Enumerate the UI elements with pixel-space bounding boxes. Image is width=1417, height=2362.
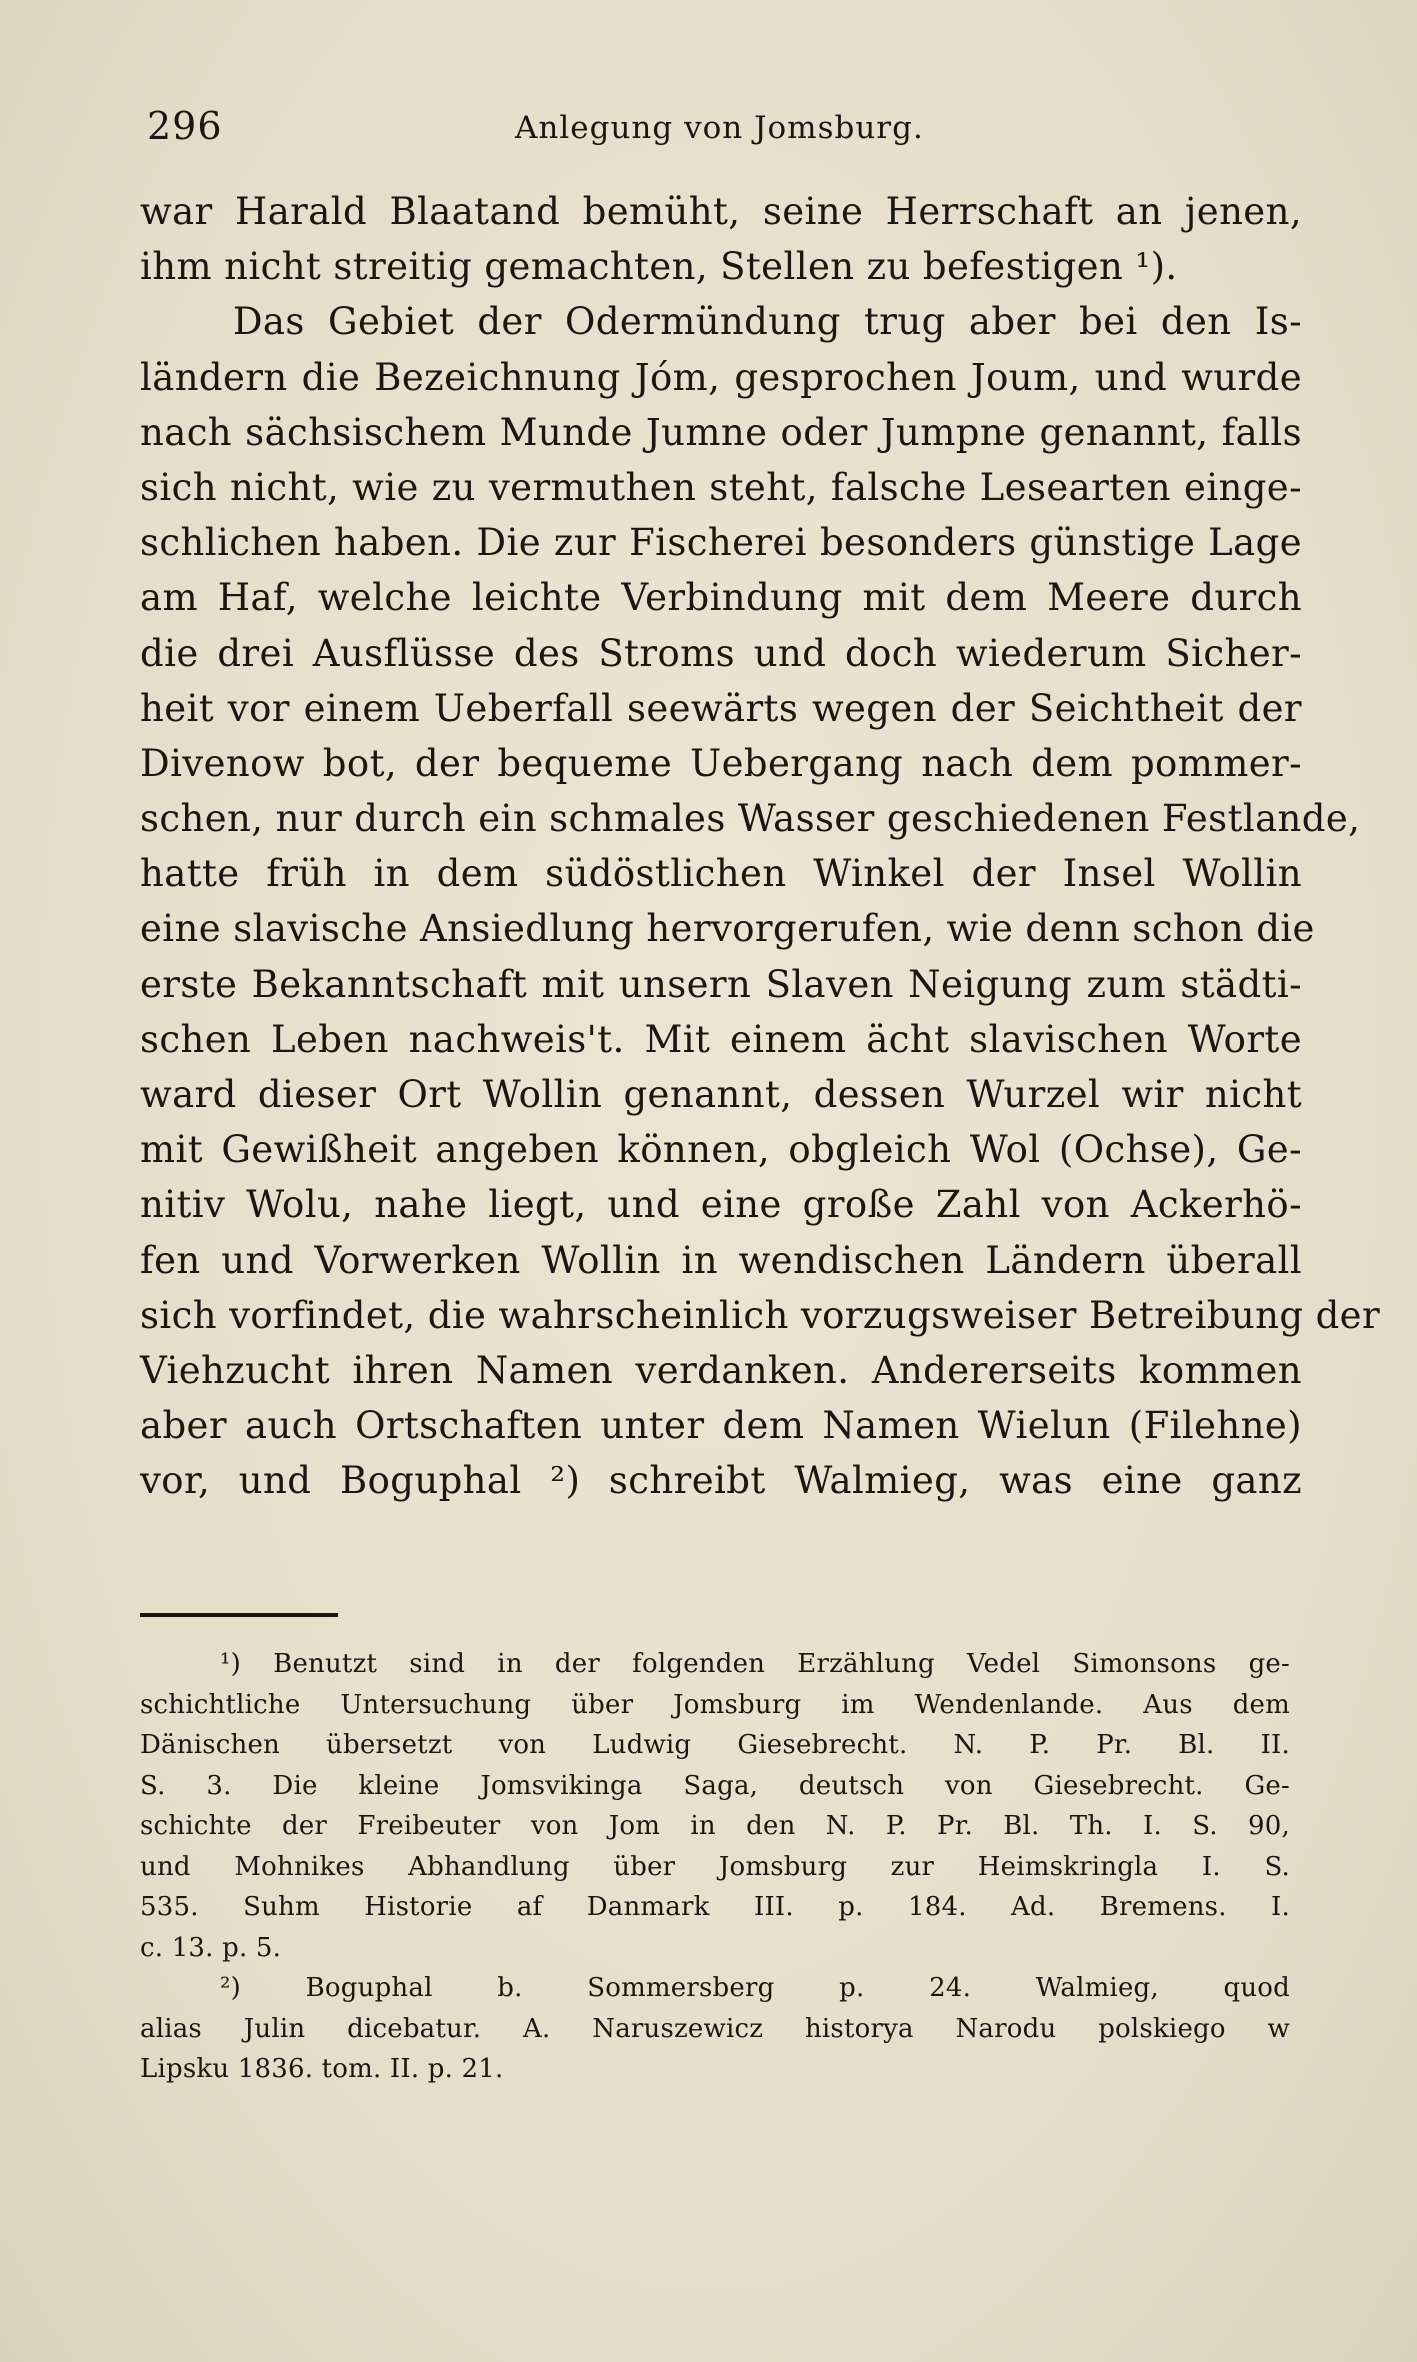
body-line: schlichen haben. Die zur Fischerei besonders günstige Lage [140,521,1302,565]
footnote-line: schichtliche Untersuchung über Jomsburg im Wendenlande. Aus dem [140,1689,1290,1720]
body-line: vor, und Boguphal ²) schreibt Walmieg, was eine ganz [140,1459,1302,1503]
footnote-line: Dänischen übersetzt von Ludwig Giesebrecht. N. P. Pr. Bl. II. [140,1730,1290,1760]
body-line: die drei Ausflüsse des Stroms und doch wiederum Sicher- [140,631,1302,675]
footnote-line: Lipsku 1836. tom. II. p. 21. [140,2054,504,2084]
body-text [140,184,1381,1509]
footnote-line: S. 3. Die kleine Jomsvikinga Saga, deutsch von Giesebrecht. Ge- [140,1770,1290,1801]
footnote-line: 535. Suhm Historie af Danmark III. p. 184. Ad. Bremens. I. [140,1892,1290,1922]
body-line: Viehzucht ihren Namen verdanken. Andererseits kommen [140,1348,1302,1392]
footnote-line: c. 13. p. 5. [140,1932,282,1963]
body-line: nach sächsischem Munde Jumne oder Jumpne genannt, falls [140,410,1302,454]
footnote-line: ¹) Benutzt sind in der folgenden Erzählung Vedel Simonsons ge- [220,1649,1290,1679]
body-line: schen, nur durch ein schmales Wasser geschiedenen Festlande, [140,797,1361,841]
body-line: Divenow bot, der bequeme Uebergang nach dem pommer- [140,741,1302,785]
running-head: Anlegung von Jomsburg. [515,110,924,146]
footnote-line: schichte der Freibeuter von Jom in den N. P. Pr. Bl. Th. I. S. 90, [140,1811,1290,1841]
page-header [147,104,1317,164]
body-line: sich vorfindet, die wahrscheinlich vorzugsweiser Betreibung der [140,1293,1381,1337]
footnote-line: ²) Boguphal b. Sommersberg p. 24. Walmieg, quod [220,1973,1290,2003]
body-line: eine slavische Ansiedlung hervorgerufen, wie denn schon die [140,907,1315,951]
footnote-line: alias Julin dicebatur. A. Naruszewicz historya Narodu polskiego w [140,2013,1290,2044]
body-line: am Haf, welche leichte Verbindung mit dem Meere durch [140,576,1302,620]
body-line: aber auch Ortschaften unter dem Namen Wielun (Filehne) [140,1404,1302,1448]
body-line: hatte früh in dem südöstlichen Winkel der Insel Wollin [140,852,1302,896]
body-line: Das Gebiet der Odermündung trug aber bei den Is- [140,300,1302,344]
body-line: mit Gewißheit angeben können, obgleich Wol (Ochse), Ge- [140,1128,1302,1172]
body-line: heit vor einem Ueberfall seewärts wegen der Seichtheit der [140,686,1302,730]
page-number: 296 [147,104,223,148]
footnote-divider [140,1613,338,1617]
footnotes [140,1644,1290,2090]
body-line: schen Leben nachweis't. Mit einem ächt slavischen Worte [140,1017,1302,1061]
body-line: fen und Vorwerken Wollin in wendischen Ländern überall [140,1238,1302,1282]
body-line: ward dieser Ort Wollin genannt, dessen Wurzel wir nicht [140,1073,1302,1116]
body-line: ihm nicht streitig gemachten, Stellen zu befestigen ¹). [140,245,1178,289]
footnote-line: und Mohnikes Abhandlung über Jomsburg zur Heimskringla I. S. [140,1851,1290,1882]
body-line: erste Bekanntschaft mit unsern Slaven Neigung zum städti- [140,962,1302,1006]
body-line: war Harald Blaatand bemüht, seine Herrschaft an jenen, [140,190,1302,233]
body-line: nitiv Wolu, nahe liegt, und eine große Zahl von Ackerhö- [140,1183,1302,1227]
body-line: sich nicht, wie zu vermuthen steht, falsche Lesearten einge- [140,465,1302,509]
body-line: ländern die Bezeichnung Jóm, gesprochen Joum, und wurde [140,355,1302,399]
